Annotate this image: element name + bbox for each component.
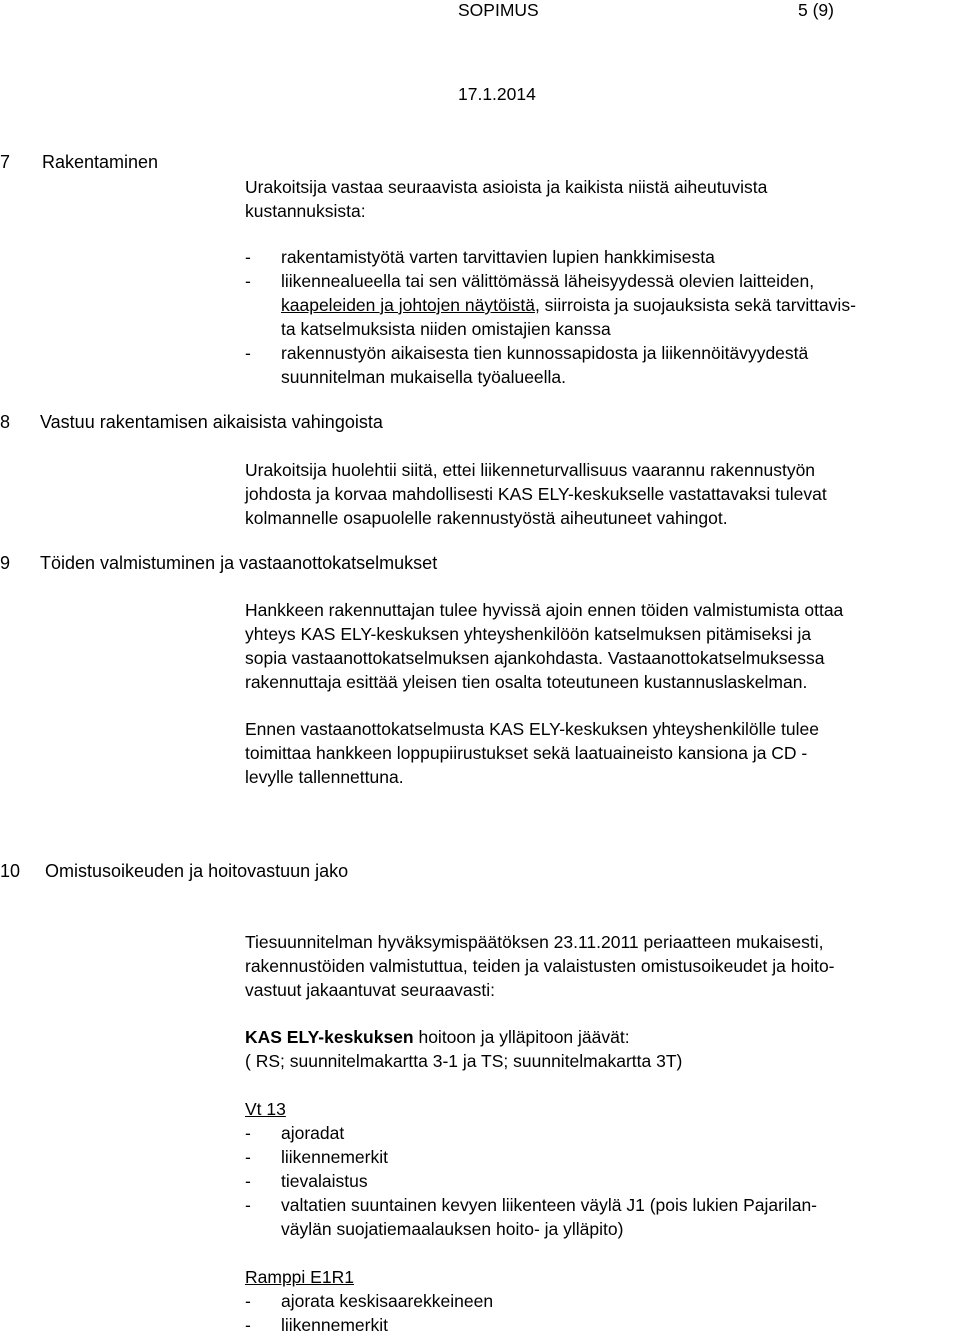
list-item: [245, 1313, 960, 1337]
paragraph-line: sopia vastaanottokatselmuksen ajankohdasta. Vastaanottokatselmuksessa: [245, 648, 825, 668]
ely-responsibility: [245, 1025, 960, 1073]
list-item-continued: [245, 293, 960, 317]
ely-reference: ( RS; suunnitelmakartta 3-1 ja TS; suunnitelmakartta 3T): [245, 1051, 683, 1071]
paragraph-line: levylle tallennettuna.: [245, 767, 404, 787]
list-dash: -: [245, 1291, 251, 1311]
ramppi-list: [245, 1265, 960, 1337]
paragraph-line: Ennen vastaanottokatselmusta KAS ELY-keskuksen yhteyshenkilölle tulee: [245, 719, 819, 739]
section-9-heading: [0, 551, 437, 575]
section-7-heading: [0, 150, 158, 174]
vt13-heading: Vt 13: [245, 1099, 286, 1119]
list-text: tievalaistus: [281, 1171, 368, 1191]
section-10-heading: [0, 859, 348, 883]
list-item-continued: [245, 1217, 960, 1241]
list-text: ajorata keskisaarekkeineen: [281, 1291, 494, 1311]
section-title: Vastuu rakentamisen aikaisista vahingoista: [40, 412, 383, 432]
list-dash: -: [245, 1195, 251, 1215]
paragraph-line: Urakoitsija vastaa seuraavista asioista ja kaikista niistä aiheutuvista: [245, 177, 768, 197]
list-text: suunnitelman mukaisella työalueella.: [281, 367, 567, 387]
vt13-list: [245, 1097, 960, 1241]
list-text-underlined: kaapeleiden ja johtojen näytöistä: [281, 295, 535, 315]
list-item: [245, 1289, 960, 1313]
list-item-continued: [245, 317, 960, 341]
page-number: 5 (9): [798, 0, 834, 20]
section-number: 10: [0, 861, 21, 881]
section-title: Töiden valmistuminen ja vastaanottokatselmukset: [40, 553, 438, 573]
list-dash: -: [245, 1147, 251, 1167]
list-item: [245, 245, 960, 269]
paragraph-line: johdosta ja korvaa mahdollisesti KAS ELY-keskukselle vastattavaksi tulevat: [245, 484, 827, 504]
section-9-paragraph-2: [245, 717, 960, 789]
list-item: [245, 1145, 960, 1169]
section-8-paragraph: [245, 458, 960, 530]
section-title: Omistusoikeuden ja hoitovastuun jako: [45, 861, 349, 881]
list-dash: -: [245, 271, 251, 291]
paragraph-line: rakennustöiden valmistuttua, teiden ja valaistusten omistusoikeudet ja hoito-: [245, 956, 835, 976]
list-dash: -: [245, 247, 251, 267]
paragraph-line: Urakoitsija huolehtii siitä, ettei liikenneturvallisuus vaarannu rakennustyön: [245, 460, 816, 480]
list-item: [245, 1121, 960, 1145]
list-text: liikennemerkit: [281, 1147, 388, 1167]
list-text: rakentamistyötä varten tarvittavien lupien hankkimisesta: [281, 247, 715, 267]
paragraph-line: rakennuttaja esittää yleisen tien osalta toteutuneen kustannuslaskelman.: [245, 672, 808, 692]
list-item: [245, 341, 960, 365]
section-10-paragraph: [245, 930, 960, 1002]
section-7-list: [245, 245, 960, 389]
section-title: Rakentaminen: [42, 152, 159, 172]
section-9-paragraph-1: [245, 598, 960, 694]
list-text: ta katselmuksista niiden omistajien kanssa: [281, 319, 611, 339]
section-8-heading: [0, 410, 383, 434]
list-text: väylän suojatiemaalauksen hoito- ja ylläpito): [281, 1219, 624, 1239]
list-dash: -: [245, 343, 251, 363]
ramppi-heading: Ramppi E1R1: [245, 1267, 354, 1287]
list-dash: -: [245, 1171, 251, 1191]
list-text: rakennustyön aikaisesta tien kunnossapidosta ja liikennöitävyydestä: [281, 343, 809, 363]
document-date: 17.1.2014: [458, 84, 536, 104]
list-dash: -: [245, 1315, 251, 1335]
list-text: liikennealueella tai sen välittömässä läheisyydessä olevien laitteiden,: [281, 271, 815, 291]
section-number: 9: [0, 553, 11, 573]
list-dash: -: [245, 1123, 251, 1143]
section-number: 8: [0, 412, 11, 432]
paragraph-line: toimittaa hankkeen loppupiirustukset sekä laatuaineisto kansiona ja CD -: [245, 743, 808, 763]
list-item-continued: [245, 365, 960, 389]
paragraph-line: kustannuksista:: [245, 201, 366, 221]
paragraph-line: kolmannelle osapuolelle rakennustyöstä aiheutuneet vahingot.: [245, 508, 728, 528]
paragraph-line: Tiesuunnitelman hyväksymispäätöksen 23.11.2011 periaatteen mukaisesti,: [245, 932, 824, 952]
ely-text: hoitoon ja ylläpitoon jäävät:: [413, 1027, 630, 1047]
paragraph-line: Hankkeen rakennuttajan tulee hyvissä ajoin ennen töiden valmistumista ottaa: [245, 600, 844, 620]
paragraph-line: yhteys KAS ELY-keskuksen yhteyshenkilöön katselmuksen pitämiseksi ja: [245, 624, 812, 644]
list-text: ajoradat: [281, 1123, 345, 1143]
ely-line: [245, 1025, 960, 1049]
list-text: liikennemerkit: [281, 1315, 388, 1335]
document-title: SOPIMUS: [458, 0, 539, 20]
ely-bold-text: KAS ELY-keskuksen: [245, 1027, 414, 1047]
list-item: [245, 269, 960, 293]
section-7-intro: [245, 175, 960, 223]
list-item: [245, 1169, 960, 1193]
section-number: 7: [0, 152, 11, 172]
list-text: valtatien suuntainen kevyen liikenteen väylä J1 (pois lukien Pajarilan-: [281, 1195, 818, 1215]
paragraph-line: vastuut jakaantuvat seuraavasti:: [245, 980, 496, 1000]
list-item: [245, 1193, 960, 1217]
list-text: , siirroista ja suojauksista sekä tarvittavis-: [534, 295, 856, 315]
